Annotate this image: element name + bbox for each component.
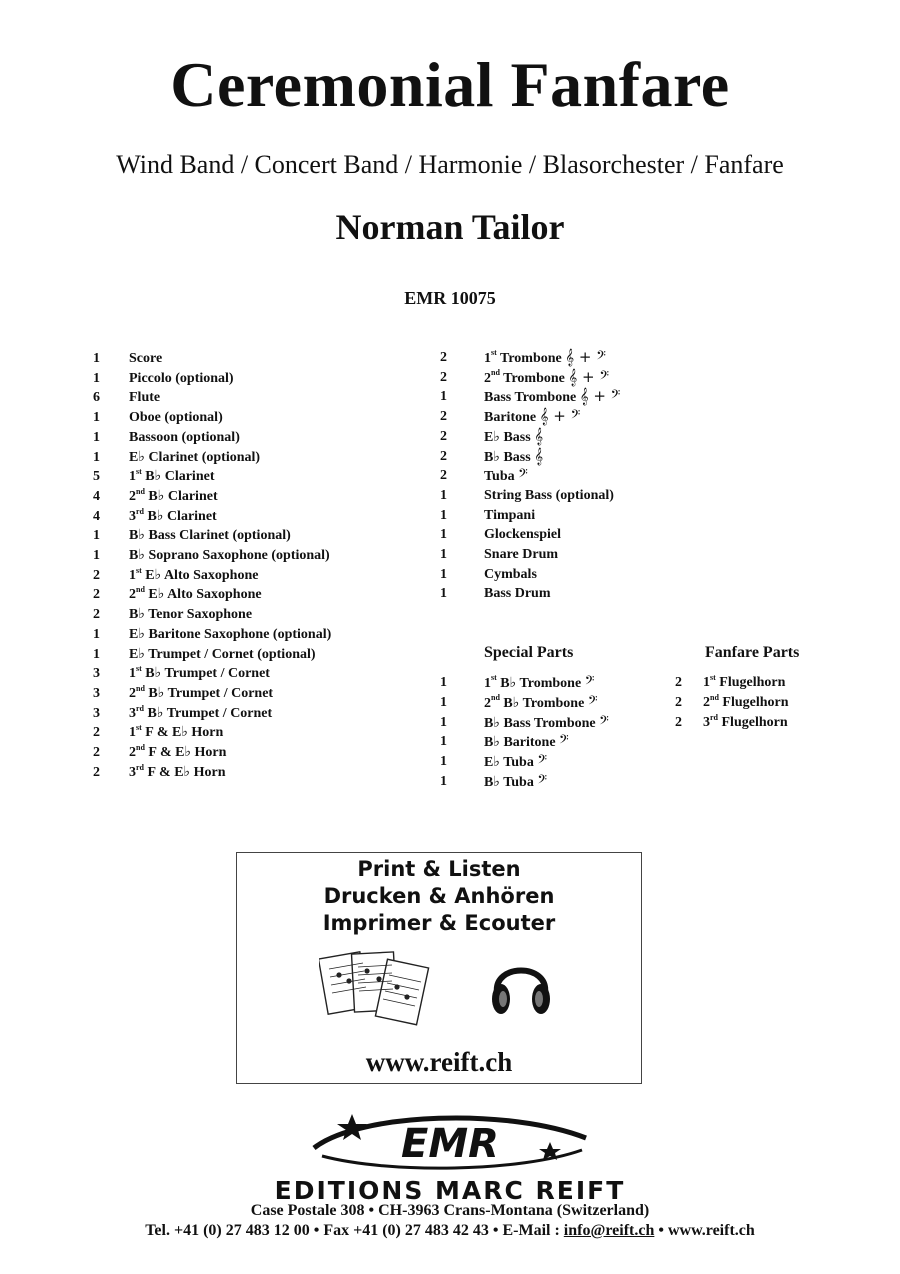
part-quantity: 2: [440, 468, 447, 484]
part-ordinal-suffix: st: [491, 348, 497, 357]
clef-icon: 𝄞: [534, 426, 544, 445]
part-instrument: Trombone: [503, 370, 565, 386]
part-quantity: 2: [440, 350, 447, 365]
part-name: [484, 713, 609, 733]
part-instrument: E♭ Clarinet (optional): [129, 449, 261, 465]
part-ordinal-suffix: rd: [136, 703, 144, 713]
part-name: [129, 664, 270, 683]
part-instrument: B♭ Bass Trombone: [484, 715, 596, 731]
part-instrument: Baritone: [484, 410, 537, 426]
part-quantity: 2: [93, 567, 100, 583]
part-name: [484, 525, 561, 544]
part-ordinal-suffix: rd: [136, 506, 144, 516]
promo-line-3: Imprimer & Ecouter: [322, 911, 556, 935]
part-name: [129, 349, 162, 368]
part-name: [129, 704, 272, 723]
part-name: [129, 369, 234, 388]
part-instrument: F & E♭ Horn: [147, 764, 226, 780]
part-quantity: 2: [93, 607, 100, 623]
part-instrument: E♭ Alto Saxophone: [148, 587, 262, 603]
part-name: [129, 507, 217, 526]
clef-icon: 𝄞 + 𝄢: [568, 367, 609, 386]
part-ordinal-suffix: st: [491, 673, 497, 682]
part-name: [129, 546, 330, 565]
part-instrument: Bassoon (optional): [129, 429, 240, 445]
part-name: [129, 428, 240, 447]
promo-line-2: Drucken & Anhören: [323, 884, 555, 908]
clef-icon: 𝄞 + 𝄢: [565, 348, 606, 366]
part-quantity: 1: [440, 527, 447, 543]
part-name: [129, 467, 215, 486]
part-instrument: Flugelhorn: [721, 714, 788, 730]
part-name: [484, 732, 569, 752]
promo-line-1: Print & Listen: [357, 857, 521, 881]
clef-icon: 𝄞 + 𝄢: [579, 387, 621, 406]
part-instrument: Bass Trombone: [484, 390, 577, 406]
part-name: [484, 427, 543, 447]
publisher-name: EDITIONS MARC REIFT: [274, 1176, 626, 1205]
part-instrument: B♭ Bass Clarinet (optional): [129, 528, 291, 544]
part-name: [129, 585, 262, 604]
part-instrument: Timpani: [484, 507, 536, 523]
part-instrument: Score: [129, 351, 163, 366]
part-quantity: 1: [440, 774, 447, 789]
part-quantity: 1: [440, 754, 447, 770]
clef-icon: 𝄢: [518, 466, 528, 485]
part-quantity: 1: [440, 675, 447, 690]
part-quantity: 1: [440, 547, 447, 562]
part-quantity: 2: [93, 725, 100, 741]
part-quantity: 1: [440, 734, 447, 750]
part-instrument: F & E♭ Horn: [148, 745, 227, 760]
part-name: [129, 645, 316, 664]
special-parts-heading: Special Parts: [484, 644, 574, 661]
ensemble-subtitle: Wind Band / Concert Band / Harmonie / Blasorchester / Fanfare: [116, 150, 784, 179]
part-quantity: 3: [93, 666, 100, 682]
part-ordinal-suffix: nd: [710, 692, 719, 702]
part-name: [703, 673, 785, 692]
contact-website[interactable]: • www.reift.ch: [654, 1222, 755, 1239]
part-quantity: 2: [675, 694, 682, 710]
part-instrument: Flute: [129, 390, 161, 406]
publisher-contact: [0, 1222, 900, 1240]
part-instrument: Cymbals: [484, 566, 537, 582]
part-instrument: Snare Drum: [484, 547, 559, 562]
part-name: [484, 673, 594, 693]
part-name: [484, 348, 606, 368]
part-name: [484, 584, 551, 603]
part-quantity: 3: [93, 685, 100, 701]
part-quantity: 1: [440, 507, 447, 523]
part-instrument: B♭ Clarinet: [145, 469, 215, 485]
part-instrument: E♭ Tuba: [484, 755, 534, 771]
part-instrument: Oboe (optional): [129, 410, 223, 426]
part-quantity: 1: [440, 586, 447, 602]
emr-logo-text: EMR: [401, 1121, 499, 1167]
part-ordinal: 1: [129, 666, 136, 682]
part-ordinal: 1: [129, 469, 136, 485]
part-ordinal: 1: [129, 567, 136, 583]
part-quantity: 2: [675, 714, 682, 730]
part-instrument: E♭ Baritone Saxophone (optional): [129, 626, 332, 642]
part-name: [703, 713, 788, 732]
part-quantity: 1: [440, 566, 447, 582]
part-instrument: String Bass (optional): [484, 487, 614, 503]
part-quantity: 2: [440, 369, 447, 385]
part-ordinal: 2: [129, 488, 136, 504]
part-instrument: B♭ Baritone: [484, 735, 556, 751]
part-name: [129, 526, 291, 545]
part-quantity: 1: [93, 449, 100, 465]
clef-icon: 𝄞 + 𝄢: [539, 407, 581, 426]
part-instrument: B♭ Clarinet: [148, 488, 218, 504]
composer-name: Norman Tailor: [335, 207, 565, 247]
part-quantity: 2: [93, 764, 100, 780]
part-instrument: Trombone: [500, 351, 562, 366]
part-instrument: Glockenspiel: [484, 527, 562, 543]
clef-icon: 𝄢: [587, 692, 598, 711]
part-ordinal-suffix: rd: [136, 762, 144, 772]
part-quantity: 1: [93, 370, 100, 386]
part-quantity: 1: [93, 626, 100, 642]
clef-icon: 𝄞: [534, 446, 544, 465]
part-ordinal-suffix: nd: [136, 683, 145, 693]
headphones-icon: [489, 949, 553, 1021]
part-quantity: 1: [440, 714, 447, 730]
part-name: [484, 447, 543, 467]
part-name: [484, 545, 558, 564]
part-quantity: 1: [440, 487, 447, 503]
part-quantity: 1: [93, 351, 100, 366]
part-name: [484, 407, 580, 427]
part-quantity: 5: [93, 469, 100, 485]
part-quantity: 4: [93, 508, 100, 524]
part-instrument: Tuba: [484, 469, 515, 485]
part-ordinal-suffix: nd: [136, 585, 145, 595]
part-name: [129, 487, 218, 506]
part-ordinal: 2: [129, 587, 136, 603]
part-quantity: 3: [93, 705, 100, 721]
part-ordinal-suffix: nd: [136, 486, 145, 496]
part-name: [129, 408, 223, 427]
catalog-number: EMR 10075: [404, 288, 496, 308]
part-instrument: B♭ Trumpet / Cornet: [147, 705, 273, 721]
part-ordinal-suffix: st: [710, 673, 716, 682]
publisher-address: Case Postale 308 • CH-3963 Crans-Montana (Switzerland): [250, 1202, 650, 1219]
part-quantity: 1: [440, 694, 447, 710]
part-ordinal: 1: [484, 351, 491, 366]
part-ordinal: 2: [129, 745, 136, 760]
part-instrument: E♭ Trumpet / Cornet (optional): [129, 646, 316, 662]
part-instrument: B♭ Trumpet / Cornet: [148, 685, 274, 701]
part-quantity: 2: [93, 587, 100, 603]
clef-icon: 𝄢: [559, 732, 569, 751]
part-ordinal-suffix: rd: [710, 712, 718, 722]
part-ordinal-suffix: nd: [136, 743, 145, 752]
part-ordinal-suffix: st: [136, 565, 142, 575]
part-instrument: B♭ Trombone: [503, 695, 585, 711]
part-instrument: Flugelhorn: [722, 694, 789, 710]
part-ordinal: 3: [129, 705, 136, 721]
part-ordinal: 2: [703, 694, 710, 710]
part-ordinal-suffix: nd: [491, 692, 500, 702]
part-name: [484, 368, 609, 388]
part-name: [129, 684, 273, 703]
part-quantity: 2: [675, 675, 682, 690]
email-link[interactable]: info@reift.ch: [563, 1222, 655, 1239]
part-instrument: B♭ Tenor Saxophone: [129, 607, 253, 623]
part-name: [703, 693, 789, 712]
part-ordinal: 1: [484, 676, 491, 691]
part-name: [129, 723, 223, 742]
clef-icon: 𝄢: [537, 772, 547, 790]
part-name: [129, 743, 226, 762]
clef-icon: 𝄢: [537, 752, 547, 771]
part-name: [129, 763, 226, 782]
part-instrument: B♭ Bass: [484, 449, 531, 465]
part-instrument: Bass Drum: [484, 586, 551, 602]
contact-phone-fax: Tel. +41 (0) 27 483 12 00 • Fax +41 (0) 27 483 42 43 • E-Mail :: [145, 1222, 564, 1239]
part-name: [129, 388, 160, 407]
part-instrument: B♭ Tuba: [484, 775, 534, 790]
part-quantity: 1: [93, 410, 100, 426]
print-listen-box: [236, 852, 642, 1084]
part-ordinal: 3: [703, 714, 710, 730]
part-ordinal: 2: [484, 695, 491, 711]
part-quantity: 1: [93, 429, 100, 445]
clef-icon: 𝄢: [584, 673, 595, 691]
part-quantity: 2: [440, 448, 447, 464]
part-name: [484, 565, 537, 584]
part-quantity: 2: [440, 409, 447, 425]
part-ordinal: 2: [129, 685, 136, 701]
part-name: [129, 448, 260, 467]
page-title: Ceremonial Fanfare: [170, 49, 730, 120]
part-instrument: B♭ Soprano Saxophone (optional): [129, 548, 330, 563]
part-quantity: 2: [440, 428, 447, 444]
part-ordinal: 1: [129, 725, 136, 741]
part-ordinal: 1: [703, 675, 710, 690]
part-ordinal: 3: [129, 508, 136, 524]
part-name: [484, 387, 620, 407]
part-name: [129, 566, 258, 585]
part-quantity: 1: [93, 528, 100, 544]
part-quantity: 1: [93, 646, 100, 662]
part-name: [484, 466, 528, 486]
part-ordinal-suffix: st: [136, 467, 142, 477]
part-instrument: B♭ Clarinet: [147, 508, 217, 524]
part-quantity: 6: [93, 390, 100, 406]
part-quantity: 1: [440, 389, 447, 405]
part-name: [484, 693, 597, 713]
part-instrument: E♭ Bass: [484, 429, 531, 445]
part-instrument: E♭ Alto Saxophone: [145, 567, 259, 583]
part-name: [484, 486, 614, 505]
part-instrument: Flugelhorn: [719, 675, 786, 690]
part-ordinal-suffix: nd: [491, 367, 500, 377]
clef-icon: 𝄢: [599, 712, 609, 731]
part-quantity: 1: [93, 548, 100, 563]
part-ordinal: 2: [484, 370, 491, 386]
part-instrument: B♭ Trombone: [500, 676, 582, 691]
part-quantity: 4: [93, 488, 100, 504]
part-quantity: 2: [93, 745, 100, 760]
part-name: [484, 772, 547, 792]
part-name: [484, 506, 535, 525]
promo-website-link[interactable]: www.reift.ch: [365, 1047, 513, 1077]
part-ordinal-suffix: st: [136, 664, 142, 674]
fanfare-parts-heading: Fanfare Parts: [705, 644, 800, 661]
part-name: [484, 752, 547, 772]
part-name: [129, 625, 331, 644]
sheet-music-icon: [319, 947, 433, 1037]
part-instrument: B♭ Trumpet / Cornet: [145, 666, 270, 682]
part-instrument: Piccolo (optional): [129, 370, 234, 386]
part-ordinal: 3: [129, 764, 136, 780]
part-instrument: F & E♭ Horn: [145, 725, 224, 741]
emr-logo: [300, 1108, 600, 1176]
part-ordinal-suffix: st: [136, 723, 142, 733]
part-name: [129, 605, 252, 624]
